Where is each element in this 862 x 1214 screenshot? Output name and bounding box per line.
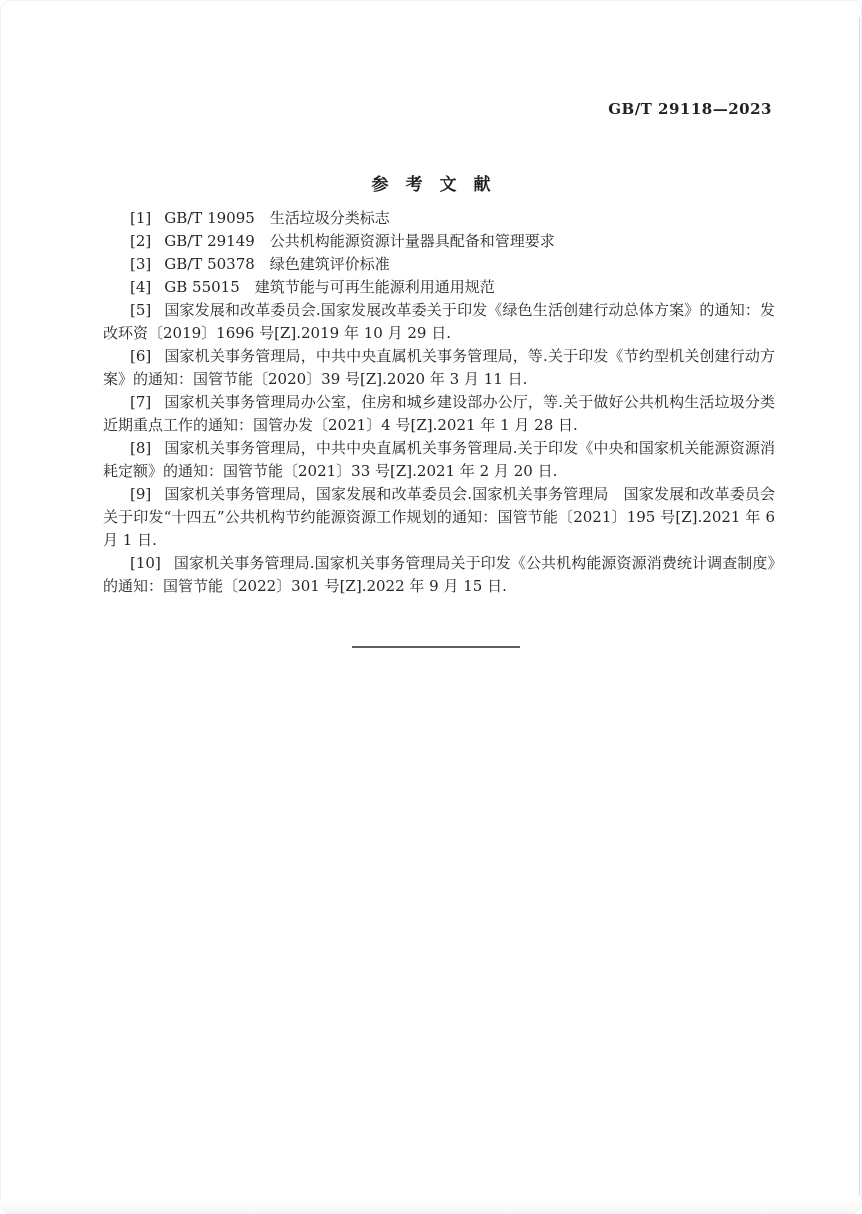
reference-item — [103, 437, 775, 483]
reference-item — [103, 299, 775, 345]
reference-label: [3] — [130, 255, 152, 273]
reference-text: GB/T 19095 生活垃圾分类标志 — [164, 209, 390, 227]
reference-label: [2] — [130, 232, 152, 250]
reference-item — [103, 345, 775, 391]
reference-text: 国家机关事务管理局，国家发展和改革委员会.国家机关事务管理局 国家发展和改革委员会关于印发“十四五”公共机构节约能源资源工作规划的通知：国管节能〔2021〕195 号[Z].2021 年 6 月 1 日. — [103, 485, 775, 549]
reference-item — [103, 276, 775, 299]
reference-text: 国家发展和改革委员会.国家发展改革委关于印发《绿色生活创建行动总体方案》的通知：发改环资〔2019〕1696 号[Z].2019 年 10 月 29 日. — [103, 301, 775, 342]
reference-item — [103, 207, 775, 230]
reference-label: [10] — [130, 554, 161, 572]
reference-text: 国家机关事务管理局，中共中央直属机关事务管理局.关于印发《中央和国家机关能源资源消耗定额》的通知：国管节能〔2021〕33 号[Z].2021 年 2 月 20 日. — [103, 439, 775, 480]
reference-item — [103, 391, 775, 437]
reference-text: 国家机关事务管理局，中共中央直属机关事务管理局，等.关于印发《节约型机关创建行动方案》的通知：国管节能〔2020〕39 号[Z].2020 年 3 月 11 日. — [103, 347, 775, 388]
reference-item — [103, 230, 775, 253]
reference-label: [6] — [130, 347, 152, 365]
reference-item — [103, 552, 775, 598]
standard-code: GB/T 29118—2023 — [608, 100, 772, 118]
reference-label: [1] — [130, 209, 152, 227]
reference-text: 国家机关事务管理局.国家机关事务管理局关于印发《公共机构能源资源消费统计调查制度》的通知：国管节能〔2022〕301 号[Z].2022 年 9 月 15 日. — [103, 554, 775, 595]
reference-text: GB/T 50378 绿色建筑评价标准 — [164, 255, 390, 273]
reference-text: GB/T 29149 公共机构能源资源计量器具配备和管理要求 — [164, 232, 555, 250]
reference-text: GB 55015 建筑节能与可再生能源利用通用规范 — [164, 278, 495, 296]
reference-item — [103, 483, 775, 552]
reference-label: [8] — [130, 439, 152, 457]
end-of-document-divider — [352, 646, 520, 648]
reference-label: [5] — [130, 301, 152, 319]
reference-label: [9] — [130, 485, 152, 503]
reference-item — [103, 253, 775, 276]
section-title: 参 考 文 献 — [371, 175, 491, 194]
reference-list — [103, 207, 775, 598]
reference-text: 国家机关事务管理局办公室，住房和城乡建设部办公厅，等.关于做好公共机构生活垃圾分类近期重点工作的通知：国管办发〔2021〕4 号[Z].2021 年 1 月 28 日. — [103, 393, 775, 434]
reference-label: [4] — [130, 278, 152, 296]
reference-label: [7] — [130, 393, 152, 411]
